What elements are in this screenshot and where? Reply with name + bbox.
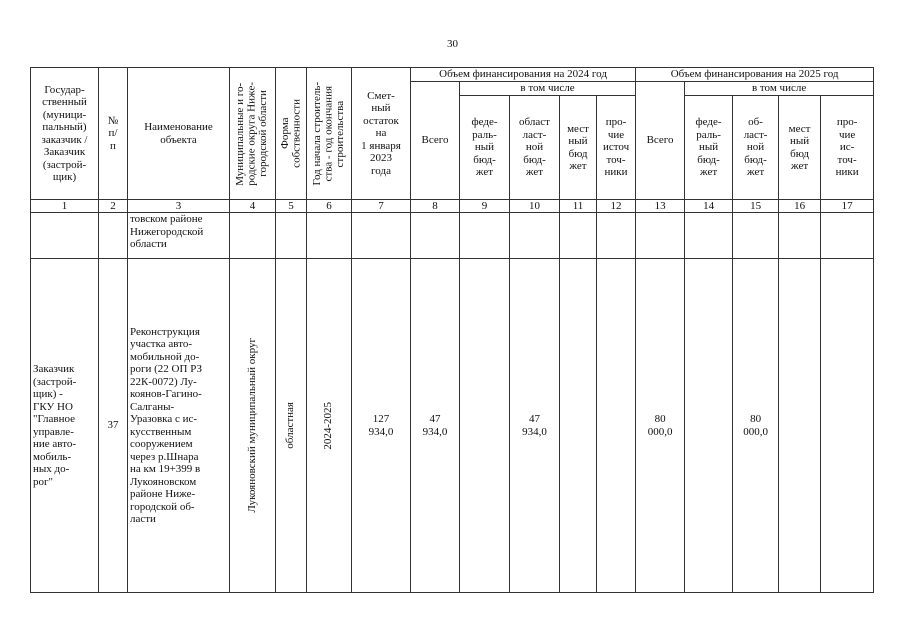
header-municipality-text: Муниципальные и го- родские округа Ниже- городской области	[234, 81, 270, 186]
cell-empty	[821, 213, 874, 259]
row-local-2025	[779, 259, 821, 593]
row-local-2024	[560, 259, 597, 593]
column-number: 10	[510, 200, 560, 213]
row-ownership	[276, 259, 307, 593]
header-years	[307, 68, 352, 200]
header-other-2024: про- чие источ точ- ники	[597, 96, 636, 200]
cell-empty	[510, 213, 560, 259]
row-num: 37	[99, 259, 128, 593]
header-other-2025: про- чие ис- точ- ники	[821, 96, 874, 200]
header-regional-2025: об- ласт- ной бюд- жет	[733, 96, 779, 200]
column-number: 4	[230, 200, 276, 213]
header-local-2024: мест ный бюд жет	[560, 96, 597, 200]
header-municipality	[230, 68, 276, 200]
header-ownership-text: Форма собственности	[278, 99, 302, 168]
row-municipality-text: Лукояновский муниципальный округ	[245, 338, 258, 513]
header-customer: Государ- ственный (муници- пальный) заказчик / Заказчик (застрой- щик)	[31, 68, 99, 200]
column-number: 16	[779, 200, 821, 213]
cell-empty	[733, 213, 779, 259]
header-total-2025: Всего	[636, 82, 685, 200]
column-number: 11	[560, 200, 597, 213]
header-row-1	[31, 68, 874, 82]
row-regional-2024: 47 934,0	[510, 259, 560, 593]
row-total-2024: 47 934,0	[411, 259, 460, 593]
row-estimate: 127 934,0	[352, 259, 411, 593]
row-federal-2024	[460, 259, 510, 593]
cell-empty	[460, 213, 510, 259]
header-total-2024: Всего	[411, 82, 460, 200]
column-number: 7	[352, 200, 411, 213]
row-object-name: Реконструкция участка авто- мобильной до- роги (22 ОП РЗ 22К-0072) Лу- коянов-Гагино- Салганы- Уразовка с ис- кусственным сооружением через р.Шнара на км 19+399 в Лукояновском районе Ниже- городской об- ласти	[128, 259, 230, 593]
column-number: 3	[128, 200, 230, 213]
continuation-object-name: товском районе Нижегородской области	[128, 213, 230, 259]
cell-empty	[307, 213, 352, 259]
column-number: 8	[411, 200, 460, 213]
cell-empty	[31, 213, 99, 259]
header-years-text: Год начала строитель- ства - год окончания строительства	[310, 81, 346, 186]
header-federal-2025: феде- раль- ный бюд- жет	[685, 96, 733, 200]
table-row	[31, 259, 874, 593]
row-other-2024	[597, 259, 636, 593]
row-customer: Заказчик (застрой- щик) - ГКУ НО "Главное управле- ние авто- мобиль- ных до- рог"	[31, 259, 99, 593]
column-number: 1	[31, 200, 99, 213]
header-fin-2024: Объем финансирования на 2024 год	[411, 68, 636, 82]
header-object-name: Наименование объекта	[128, 68, 230, 200]
column-number: 2	[99, 200, 128, 213]
cell-empty	[636, 213, 685, 259]
cell-empty	[352, 213, 411, 259]
cell-empty	[230, 213, 276, 259]
header-incl-2025: в том числе	[685, 82, 874, 96]
column-number: 13	[636, 200, 685, 213]
header-federal-2024: феде- раль- ный бюд- жет	[460, 96, 510, 200]
header-ownership	[276, 68, 307, 200]
row-regional-2025: 80 000,0	[733, 259, 779, 593]
cell-empty	[276, 213, 307, 259]
header-fin-2025: Объем финансирования на 2025 год	[636, 68, 874, 82]
column-number: 15	[733, 200, 779, 213]
column-number: 17	[821, 200, 874, 213]
column-number-row	[31, 200, 874, 213]
cell-empty	[560, 213, 597, 259]
row-ownership-text: областная	[284, 402, 297, 449]
column-number: 9	[460, 200, 510, 213]
row-years	[307, 259, 352, 593]
column-number: 14	[685, 200, 733, 213]
header-incl-2024: в том числе	[460, 82, 636, 96]
column-number: 12	[597, 200, 636, 213]
cell-empty	[597, 213, 636, 259]
cell-empty	[411, 213, 460, 259]
row-federal-2025	[685, 259, 733, 593]
cell-empty	[779, 213, 821, 259]
header-regional-2024: област ласт- ной бюд- жет	[510, 96, 560, 200]
column-number: 6	[307, 200, 352, 213]
financing-table	[30, 67, 874, 593]
continuation-row	[31, 213, 874, 259]
row-years-text: 2024-2025	[322, 401, 335, 450]
cell-empty	[685, 213, 733, 259]
row-municipality	[230, 259, 276, 593]
header-num: № п/ п	[99, 68, 128, 200]
column-number: 5	[276, 200, 307, 213]
header-estimate: Смет- ный остаток на 1 января 2023 года	[352, 68, 411, 200]
cell-empty	[99, 213, 128, 259]
header-local-2025: мест ный бюд жет	[779, 96, 821, 200]
row-total-2025: 80 000,0	[636, 259, 685, 593]
page-number: 30	[447, 38, 458, 50]
row-other-2025	[821, 259, 874, 593]
